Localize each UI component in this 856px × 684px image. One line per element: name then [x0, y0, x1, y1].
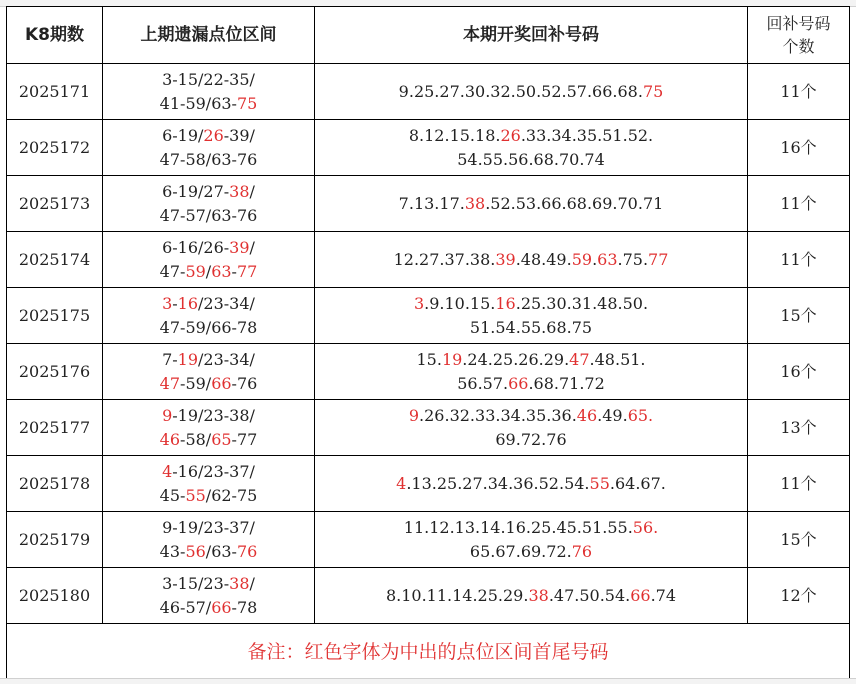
- header-row: [7, 7, 850, 64]
- interval-cell-line: [103, 316, 314, 340]
- numbers-cell-line: [315, 516, 747, 540]
- number-text: 47-: [159, 261, 186, 281]
- number-text: .33.34.35.51.52.: [520, 125, 654, 145]
- number-text: 3-15/23-: [162, 573, 230, 593]
- interval-cell-line: [103, 148, 314, 172]
- highlight-number: 47: [159, 373, 181, 393]
- number-text: -76: [231, 373, 258, 393]
- numbers-cell: [315, 288, 748, 344]
- count-cell: 11个: [748, 232, 850, 288]
- issue-cell: 2025173: [7, 176, 103, 232]
- number-text: 8.10.11.14.25.29.: [385, 585, 529, 605]
- number-text: 12.27.37.38.: [393, 249, 496, 269]
- table-row: [7, 400, 850, 456]
- interval-cell: [103, 64, 315, 120]
- numbers-cell: [315, 120, 748, 176]
- numbers-cell: [315, 512, 748, 568]
- highlight-number: 38: [528, 585, 549, 605]
- bottom-edge-strip: [0, 678, 856, 684]
- interval-cell-line: [103, 460, 314, 484]
- number-text: .9.10.15.: [424, 293, 496, 313]
- number-text: 41-59/63-: [159, 93, 237, 113]
- highlight-number: 16: [495, 293, 516, 313]
- count-cell: 12个: [748, 568, 850, 624]
- number-text: /23-34/: [198, 293, 255, 313]
- interval-cell-line: [103, 92, 314, 116]
- interval-cell-line: [103, 180, 314, 204]
- highlight-number: 9: [408, 405, 420, 425]
- header-count: [748, 7, 850, 64]
- highlight-number: 56.: [632, 517, 659, 537]
- table-row: [7, 232, 850, 288]
- issue-cell: 2025177: [7, 400, 103, 456]
- number-text: /62-75: [205, 485, 258, 505]
- number-text: .13.25.27.34.36.52.54.: [406, 473, 590, 493]
- number-text: -16/23-37/: [172, 461, 255, 481]
- number-text: 9.25.27.30.32.50.52.57.66.68.: [398, 81, 643, 101]
- count-cell: 16个: [748, 344, 850, 400]
- header-numbers: 本期开奖回补号码: [315, 7, 748, 64]
- interval-cell-line: [103, 372, 314, 396]
- number-text: -: [231, 261, 237, 281]
- number-text: 65.67.69.72.: [469, 541, 572, 561]
- interval-cell-line: [103, 204, 314, 228]
- number-text: 11.12.13.14.16.25.45.51.55.: [403, 517, 633, 537]
- highlight-number: 66: [211, 597, 232, 617]
- number-text: .52.53.66.68.69.70.71: [485, 193, 664, 213]
- highlight-number: 4: [162, 461, 173, 481]
- highlight-number: 63: [597, 249, 618, 269]
- issue-cell: 2025176: [7, 344, 103, 400]
- k8-results-table: [6, 6, 850, 680]
- number-text: 69.72.76: [495, 429, 567, 449]
- numbers-cell: [315, 344, 748, 400]
- highlight-number: 26: [203, 125, 224, 145]
- number-text: 8.12.15.18.: [408, 125, 501, 145]
- number-text: .: [592, 249, 598, 269]
- number-text: -19/23-38/: [172, 405, 255, 425]
- issue-cell: 2025171: [7, 64, 103, 120]
- count-cell: 13个: [748, 400, 850, 456]
- table-row: [7, 288, 850, 344]
- interval-cell-line: [103, 428, 314, 452]
- interval-cell: [103, 512, 315, 568]
- highlight-number: 39: [495, 249, 516, 269]
- issue-cell: 2025172: [7, 120, 103, 176]
- number-text: 6-19/27-: [162, 181, 230, 201]
- highlight-number: 59: [571, 249, 593, 269]
- table-row: [7, 456, 850, 512]
- number-text: .64.67.: [609, 473, 666, 493]
- numbers-cell-line: [315, 540, 747, 564]
- count-cell: 11个: [748, 64, 850, 120]
- numbers-cell-line: [315, 404, 747, 428]
- count-cell: 11个: [748, 456, 850, 512]
- highlight-number: 65: [211, 429, 232, 449]
- number-text: .25.30.31.48.50.: [515, 293, 649, 313]
- issue-cell: 2025175: [7, 288, 103, 344]
- numbers-cell-line: [315, 316, 747, 340]
- numbers-cell: [315, 176, 748, 232]
- interval-cell-line: [103, 348, 314, 372]
- numbers-cell-line: [315, 372, 747, 396]
- highlight-number: 38: [229, 181, 250, 201]
- highlight-number: 3: [162, 293, 173, 313]
- highlight-number: 38: [229, 573, 250, 593]
- header-count-line1: 回补号码: [766, 14, 831, 33]
- number-text: .68.71.72: [528, 373, 605, 393]
- numbers-cell-line: [315, 148, 747, 172]
- numbers-cell-line: [315, 472, 747, 496]
- number-text: .47.50.54.: [548, 585, 631, 605]
- number-text: 3-15/22-35/: [162, 69, 255, 89]
- interval-cell-line: [103, 572, 314, 596]
- table-row: [7, 344, 850, 400]
- number-text: 43-: [159, 541, 186, 561]
- highlight-number: 19: [177, 349, 199, 369]
- highlight-number: 63: [211, 261, 232, 281]
- count-cell: 11个: [748, 176, 850, 232]
- highlight-number: 66: [508, 373, 529, 393]
- number-text: .24.25.26.29.: [462, 349, 570, 369]
- interval-cell: [103, 120, 315, 176]
- note-text: 备注：红色字体为中出的点位区间首尾号码: [7, 624, 850, 680]
- interval-cell-line: [103, 68, 314, 92]
- interval-cell-line: [103, 404, 314, 428]
- table-row: [7, 176, 850, 232]
- highlight-number: 19: [441, 349, 463, 369]
- number-text: 47-57/63-76: [159, 205, 258, 225]
- number-text: 6-19/: [162, 125, 204, 145]
- interval-cell: [103, 400, 315, 456]
- number-text: /23-34/: [198, 349, 255, 369]
- highlight-number: 75: [642, 81, 664, 101]
- highlight-number: 9: [162, 405, 173, 425]
- highlight-number: 46: [159, 429, 181, 449]
- highlight-number: 55: [589, 473, 610, 493]
- highlight-number: 76: [571, 541, 593, 561]
- number-text: 47-58/63-76: [159, 149, 258, 169]
- highlight-number: 66: [630, 585, 651, 605]
- highlight-number: 16: [177, 293, 199, 313]
- number-text: /: [205, 261, 212, 281]
- number-text: 46-57/: [159, 597, 212, 617]
- number-text: /: [249, 181, 255, 201]
- interval-cell: [103, 288, 315, 344]
- table-row: [7, 568, 850, 624]
- number-text: /: [249, 237, 255, 257]
- number-text: .26.32.33.34.35.36.: [419, 405, 577, 425]
- interval-cell-line: [103, 260, 314, 284]
- count-cell: 15个: [748, 288, 850, 344]
- number-text: 7-: [162, 349, 178, 369]
- numbers-cell: [315, 400, 748, 456]
- number-text: 7.13.17.: [398, 193, 465, 213]
- number-text: -39/: [223, 125, 255, 145]
- interval-cell: [103, 232, 315, 288]
- issue-cell: 2025174: [7, 232, 103, 288]
- interval-cell-line: [103, 596, 314, 620]
- numbers-cell-line: [315, 584, 747, 608]
- count-cell: 15个: [748, 512, 850, 568]
- numbers-cell: [315, 456, 748, 512]
- number-text: -59/: [180, 373, 212, 393]
- highlight-number: 39: [229, 237, 250, 257]
- interval-cell-line: [103, 124, 314, 148]
- numbers-cell-line: [315, 292, 747, 316]
- highlight-number: 4: [396, 473, 407, 493]
- numbers-cell: [315, 232, 748, 288]
- numbers-cell-line: [315, 248, 747, 272]
- interval-cell-line: [103, 484, 314, 508]
- number-text: 51.54.55.68.75: [469, 317, 593, 337]
- number-text: .74: [650, 585, 677, 605]
- table-row: [7, 64, 850, 120]
- highlight-number: 66: [211, 373, 232, 393]
- header-interval: 上期遗漏点位区间: [103, 7, 315, 64]
- interval-cell: [103, 344, 315, 400]
- interval-cell-line: [103, 236, 314, 260]
- highlight-number: 46: [576, 405, 598, 425]
- highlight-number: 76: [236, 541, 258, 561]
- numbers-cell-line: [315, 124, 747, 148]
- number-text: 54.55.56.68.70.74: [457, 149, 605, 169]
- note-row: [7, 624, 850, 680]
- highlight-number: 55: [185, 485, 206, 505]
- header-count-line2: 个数: [782, 37, 815, 56]
- number-text: -: [172, 293, 178, 313]
- number-text: 15.: [416, 349, 442, 369]
- issue-cell: 2025180: [7, 568, 103, 624]
- highlight-number: 26: [500, 125, 521, 145]
- number-text: .48.51.: [589, 349, 646, 369]
- number-text: 56.57.: [457, 373, 509, 393]
- highlight-number: 59: [185, 261, 206, 281]
- interval-cell-line: [103, 292, 314, 316]
- numbers-cell-line: [315, 348, 747, 372]
- issue-cell: 2025179: [7, 512, 103, 568]
- highlight-number: 47: [569, 349, 590, 369]
- highlight-number: 77: [236, 261, 258, 281]
- number-text: 6-16/26-: [162, 237, 230, 257]
- numbers-cell-line: [315, 428, 747, 452]
- numbers-cell-line: [315, 80, 747, 104]
- numbers-cell: [315, 568, 748, 624]
- number-text: -78: [231, 597, 258, 617]
- interval-cell-line: [103, 516, 314, 540]
- number-text: .48.49.: [515, 249, 572, 269]
- header-issue: K8期数: [7, 7, 103, 64]
- interval-cell-line: [103, 540, 314, 564]
- highlight-number: 38: [464, 193, 486, 213]
- table-row: [7, 512, 850, 568]
- count-cell: 16个: [748, 120, 850, 176]
- number-text: -77: [231, 429, 258, 449]
- table-row: [7, 120, 850, 176]
- interval-cell: [103, 568, 315, 624]
- highlight-number: 75: [236, 93, 258, 113]
- number-text: .75.: [617, 249, 649, 269]
- numbers-cell-line: [315, 192, 747, 216]
- number-text: 9-19/23-37/: [162, 517, 255, 537]
- highlight-number: 65.: [627, 405, 654, 425]
- number-text: .49.: [597, 405, 628, 425]
- interval-cell: [103, 176, 315, 232]
- highlight-number: 3: [413, 293, 425, 313]
- number-text: /: [249, 573, 255, 593]
- number-text: 45-: [159, 485, 186, 505]
- numbers-cell: [315, 64, 748, 120]
- number-text: /63-: [205, 541, 237, 561]
- highlight-number: 56: [185, 541, 206, 561]
- issue-cell: 2025178: [7, 456, 103, 512]
- number-text: -58/: [180, 429, 212, 449]
- highlight-number: 77: [648, 249, 669, 269]
- interval-cell: [103, 456, 315, 512]
- number-text: 47-59/66-78: [159, 317, 258, 337]
